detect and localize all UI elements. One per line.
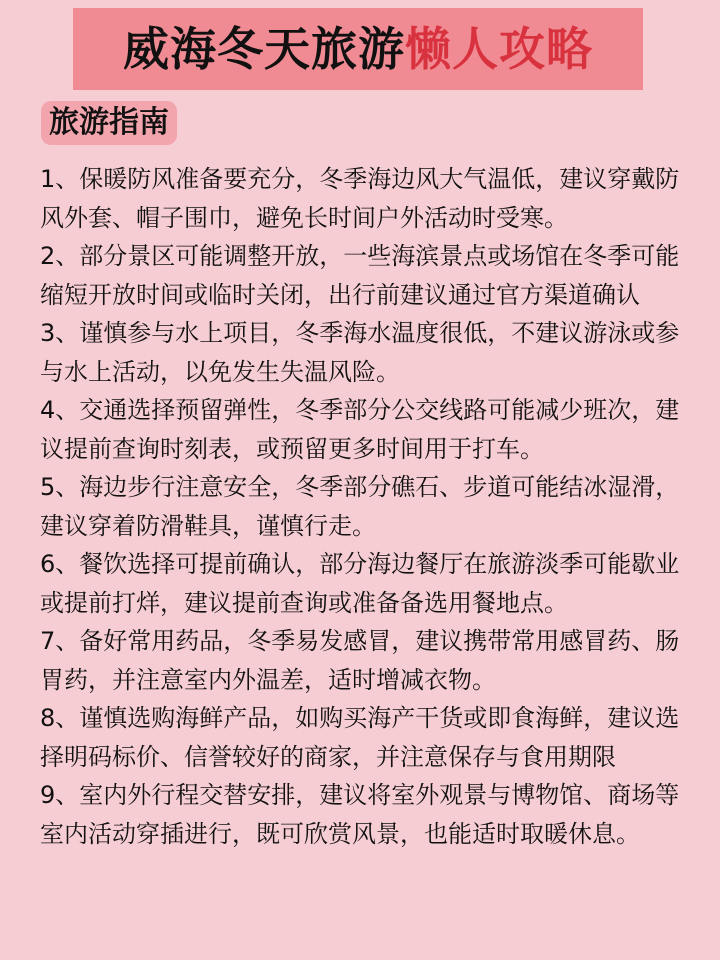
tip-item-3: 3、谨慎参与水上项目，冬季海水温度很低，不建议游泳或参与水上活动，以免发生失温风险。 — [40, 319, 680, 386]
tip-item-8: 8、谨慎选购海鲜产品，如购买海产干货或即食海鲜，建议选择明码标价、信誉较好的商家，并注意保存与食用期限 — [40, 704, 680, 771]
tips-list — [40, 160, 690, 853]
title-main: 威海冬天旅游 — [123, 22, 405, 76]
tip-item-4: 4、交通选择预留弹性，冬季部分公交线路可能减少班次，建议提前查询时刻表，或预留更多时间用于打车。 — [40, 396, 680, 463]
title-accent: 懒人攻略 — [405, 22, 593, 76]
tip-item-9: 9、室内外行程交替安排，建议将室外观景与博物馆、商场等室内活动穿插进行，既可欣赏风景，也能适时取暖休息。 — [40, 781, 680, 848]
section-heading: 旅游指南 — [41, 101, 177, 145]
tip-item-1: 1、保暖防风准备要充分，冬季海边风大气温低，建议穿戴防风外套、帽子围巾，避免长时间户外活动时受寒。 — [40, 165, 680, 232]
tip-item-5: 5、海边步行注意安全，冬季部分礁石、步道可能结冰湿滑，建议穿着防滑鞋具，谨慎行走。 — [40, 473, 680, 540]
tip-item-7: 7、备好常用药品，冬季易发感冒，建议携带常用感冒药、肠胃药，并注意室内外温差，适时增减衣物。 — [40, 627, 680, 694]
title-banner — [73, 8, 643, 90]
tip-item-6: 6、餐饮选择可提前确认，部分海边餐厅在旅游淡季可能歇业或提前打烊，建议提前查询或准备备选用餐地点。 — [40, 550, 680, 617]
page-title — [123, 22, 593, 76]
tip-item-2: 2、部分景区可能调整开放，一些海滨景点或场馆在冬季可能缩短开放时间或临时关闭，出行前建议通过官方渠道确认 — [40, 242, 680, 309]
